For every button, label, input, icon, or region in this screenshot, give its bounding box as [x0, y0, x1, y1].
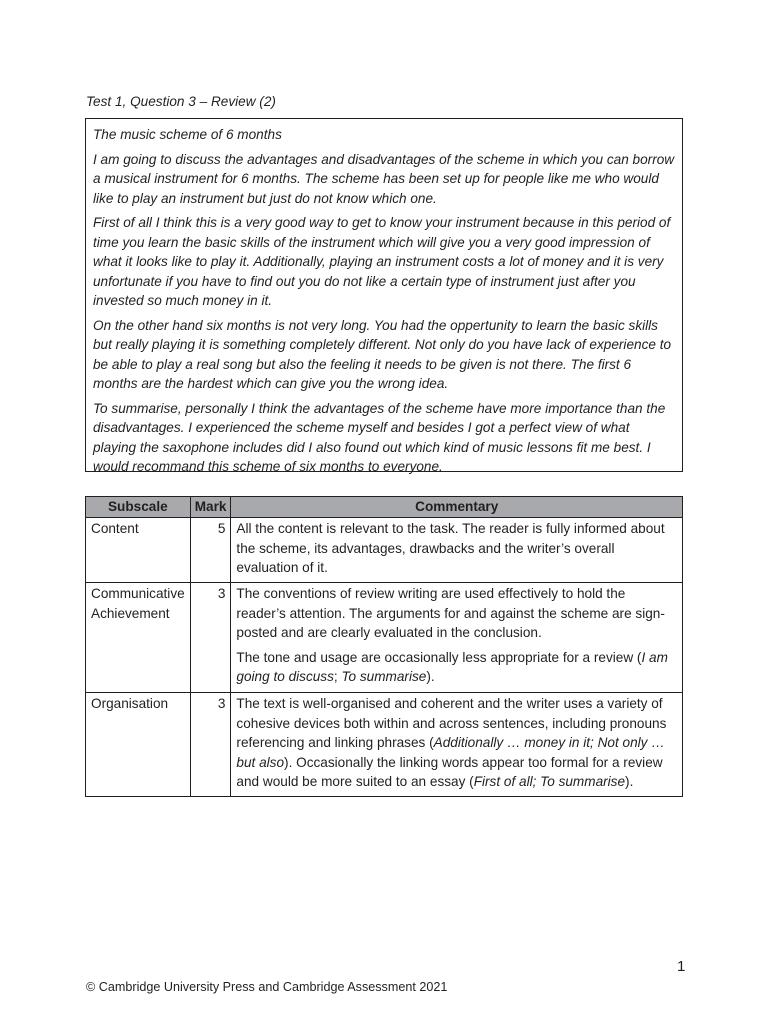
subscale-cell: Communicative Achievement — [86, 583, 191, 693]
commentary-text: The conventions of review writing are used effectively to hold the reader’s attention. The arguments for and against the scheme are sign-posted and are clearly evaluated in the conclusion. — [236, 586, 665, 640]
commentary-text: The text is well-organised and coherent and the writer uses a variety of cohesive devices both within and across sentences, including pronouns referencing and linking phrases ( — [236, 696, 667, 750]
table-header-row — [86, 497, 683, 518]
commentary-paragraph — [236, 694, 677, 792]
subscale-cell: Organisation — [86, 693, 191, 797]
header-commentary: Commentary — [231, 497, 683, 518]
commentary-text: ). — [426, 669, 435, 684]
table-row — [86, 518, 683, 583]
page-heading: Test 1, Question 3 – Review (2) — [86, 94, 276, 109]
copyright-footer: © Cambridge University Press and Cambridge Assessment 2021 — [86, 980, 448, 994]
essay-title: The music scheme of 6 months — [93, 127, 282, 142]
mark-cell: 3 — [190, 693, 231, 797]
header-mark: Mark — [190, 497, 231, 518]
commentary-text: ). Occasionally the linking words appear too formal for a review and would be more suited to an essay ( — [236, 754, 663, 789]
italic-quote: First of all; To summarise — [473, 774, 626, 789]
table-row — [86, 583, 683, 693]
header-subscale: Subscale — [86, 497, 191, 518]
mark-cell: 3 — [190, 583, 231, 693]
italic-quote: I am going to discuss — [236, 649, 668, 684]
commentary-cell — [231, 693, 683, 797]
essay-paragraph: On the other hand six months is not very long. You had the oppertunity to learn the basic skills but really playing it is something completely different. Not only do you have lack of experience to be able to play a real song but also the feeling it needs to be given is not there. The first 6 months are the hardest which can give you the wrong idea. — [93, 317, 672, 391]
italic-quote: To summarise — [341, 669, 427, 684]
page-number: 1 — [677, 958, 686, 975]
commentary-text: ). — [625, 774, 634, 789]
commentary-text: ; — [333, 669, 342, 684]
commentary-paragraph — [236, 584, 677, 643]
table-row — [86, 693, 683, 797]
commentary-cell — [231, 518, 683, 583]
commentary-cell — [231, 583, 683, 693]
commentary-text: The tone and usage are occasionally less appropriate for a review ( — [236, 649, 642, 665]
assessment-table — [85, 496, 683, 797]
essay-paragraph: First of all I think this is a very good way to get to know your instrument because in this period of time you learn the basic skills of the instrument which will give you a very good impression of what it looks like to play it. Additionally, playing an instrument costs a lot of money and it is very unfortunate if you have to find out you do not like a certain type of instrument just after you invested so much money in it. — [93, 215, 671, 308]
commentary-paragraph — [236, 648, 677, 687]
subscale-cell: Content — [86, 518, 191, 583]
essay-box — [85, 118, 683, 472]
commentary-text: All the content is relevant to the task. The reader is fully informed about the scheme, its advantages, drawbacks and the writer’s overall evaluation of it. — [236, 521, 665, 575]
essay-paragraph: I am going to discuss the advantages and disadvantages of the scheme in which you can borrow a musical instrument for 6 months. The scheme has been set up for people like me who would like to play an instrument but just do not know which one. — [93, 151, 675, 206]
commentary-paragraph — [236, 519, 677, 578]
mark-cell: 5 — [190, 518, 231, 583]
essay-paragraph: To summarise, personally I think the advantages of the scheme have more importance than the disadvantages. I experienced the scheme myself and besides I got a perfect view of what playing the saxophone includes did I also found out which kind of music lessons fit me best. I would recommand this scheme of six months to everyone. — [93, 400, 666, 474]
italic-quote: Additionally … money in it; Not only … but also — [236, 735, 665, 770]
